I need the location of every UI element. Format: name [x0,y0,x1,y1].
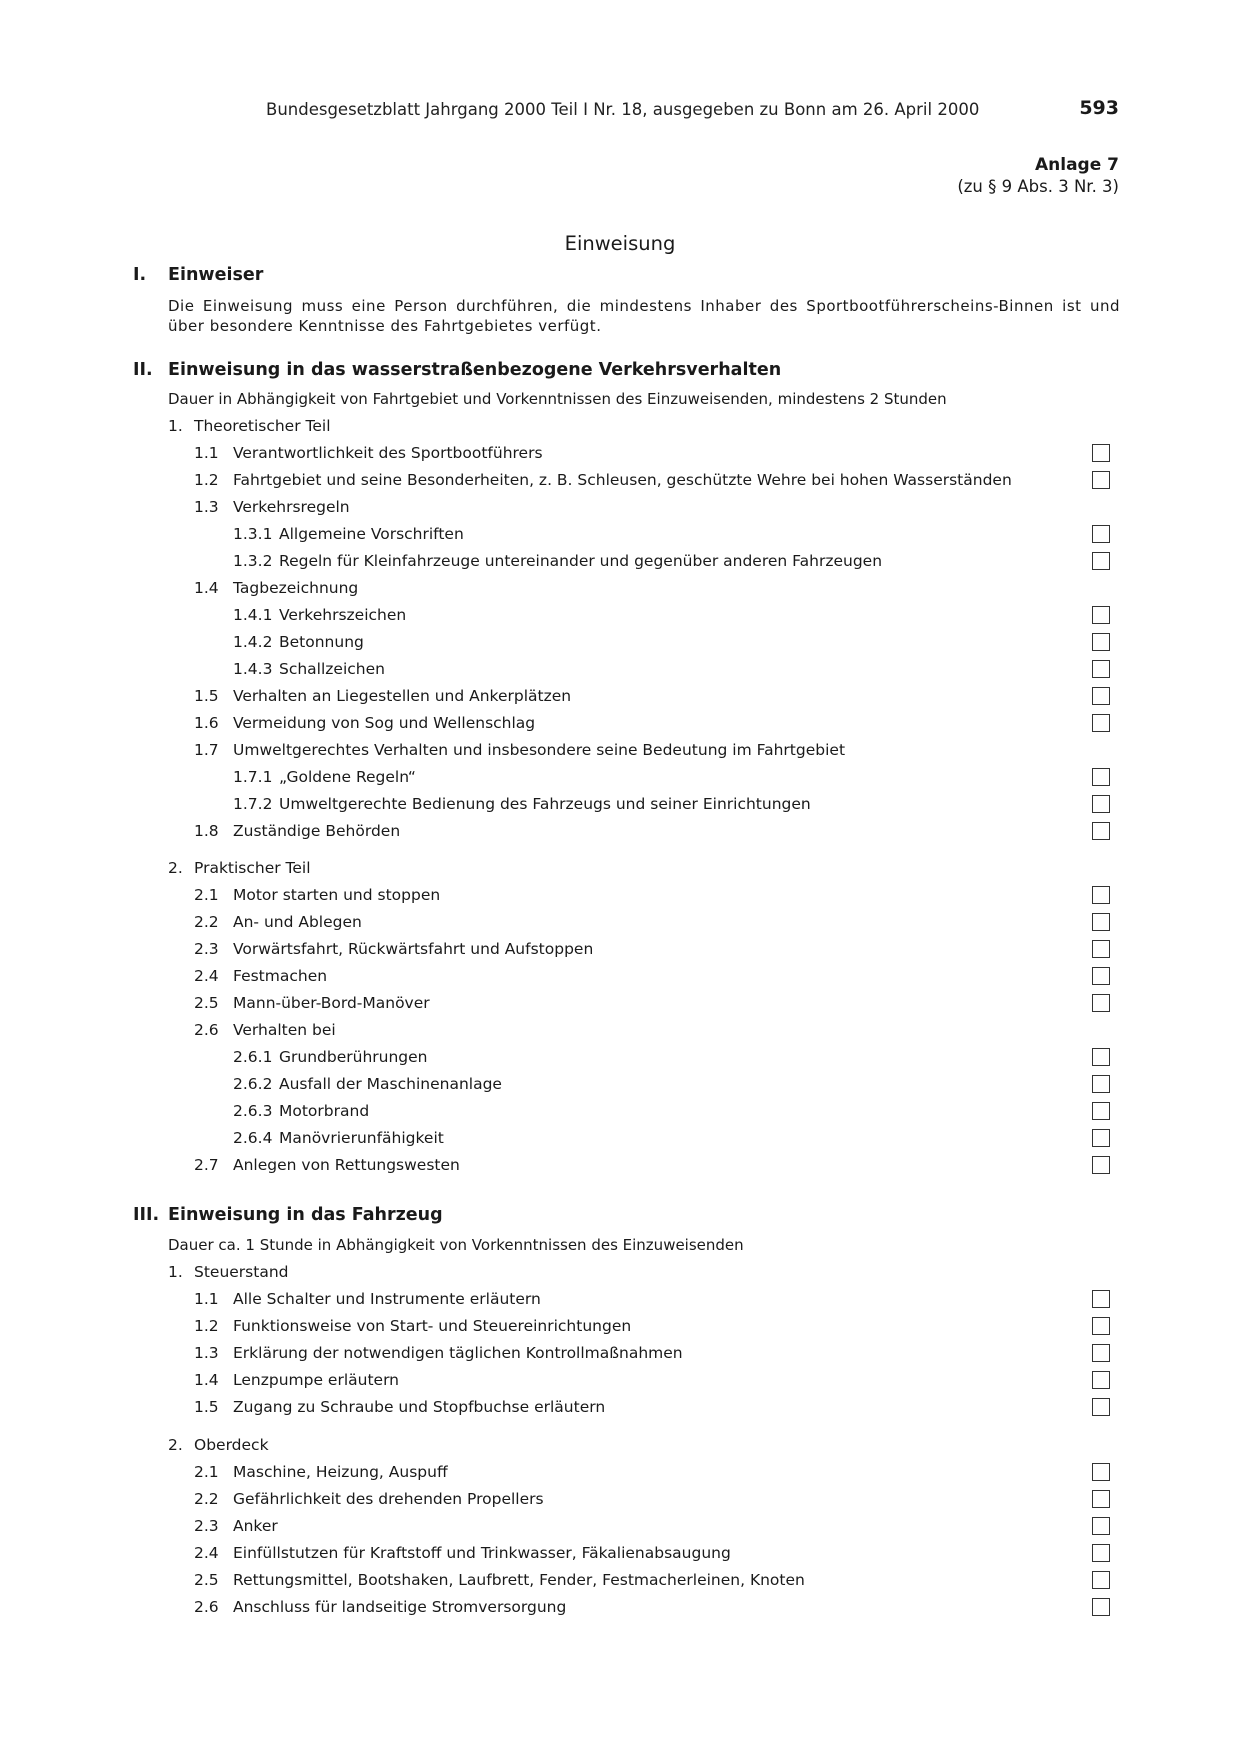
item-number: 2.7 [194,1156,219,1174]
checklist-row [0,525,1240,547]
item-label: Festmachen [233,967,328,985]
item-label: Vorwärtsfahrt, Rückwärtsfahrt und Aufstoppen [233,940,594,958]
item-number: 2.2 [194,913,219,931]
checklist-row [0,768,1240,790]
item-checkbox[interactable] [1092,1075,1110,1093]
checklist-row [0,1490,1240,1512]
item-number: 2.5 [194,1571,219,1589]
item-label: Lenzpumpe erläutern [233,1371,399,1389]
item-checkbox[interactable] [1092,1571,1110,1589]
item-label: Vermeidung von Sog und Wellenschlag [233,714,536,732]
item-checkbox[interactable] [1092,1517,1110,1535]
item-label: Verhalten bei [233,1021,336,1039]
checklist-row [0,1344,1240,1366]
item-checkbox[interactable] [1092,795,1110,813]
item-checkbox[interactable] [1092,913,1110,931]
item-label: Anker [233,1517,278,1535]
section-2-number: II. [133,360,153,380]
checklist-row [0,633,1240,655]
item-checkbox[interactable] [1092,1290,1110,1308]
item-label: Zuständige Behörden [233,822,401,840]
checklist-row [0,498,1240,520]
checklist-row [0,1398,1240,1420]
item-checkbox[interactable] [1092,768,1110,786]
item-number: 1.2 [194,1317,219,1335]
item-number: 1.3.1 [233,525,273,543]
item-label: Verhalten an Liegestellen und Ankerplätzen [233,687,572,705]
item-number: 2.6 [194,1598,219,1616]
item-label: „Goldene Regeln“ [279,768,416,786]
checklist-row [0,444,1240,466]
item-checkbox[interactable] [1092,1463,1110,1481]
section-1-text: Die Einweisung muss eine Person durchführen, die mindestens Inhaber des Sportbootführerscheins-Binnen ist und über besondere Kenntnisse des Fahrtgebietes verfügt. [168,297,1120,335]
item-checkbox[interactable] [1092,940,1110,958]
item-checkbox[interactable] [1092,552,1110,570]
checklist-row [0,913,1240,935]
item-label: Betonnung [279,633,364,651]
item-checkbox[interactable] [1092,1371,1110,1389]
item-number: 2.4 [194,967,219,985]
checklist-row [0,1571,1240,1593]
item-number: 1.1 [194,1290,219,1308]
item-label: Motor starten und stoppen [233,886,441,904]
item-label: Erklärung der notwendigen täglichen Kontrollmaßnahmen [233,1344,683,1362]
item-checkbox[interactable] [1092,1048,1110,1066]
item-checkbox[interactable] [1092,525,1110,543]
item-number: 1. [168,1263,183,1281]
item-number: 1.7.2 [233,795,273,813]
item-label: Manövrierunfähigkeit [279,1129,444,1147]
item-label: Umweltgerechte Bedienung des Fahrzeugs und seiner Einrichtungen [279,795,811,813]
item-label: Theoretischer Teil [194,417,331,435]
item-label: Maschine, Heizung, Auspuff [233,1463,448,1481]
checklist-row [0,1263,1240,1285]
item-number: 1.4 [194,1371,219,1389]
item-label: Steuerstand [194,1263,289,1281]
item-checkbox[interactable] [1092,1544,1110,1562]
item-label: Praktischer Teil [194,859,311,877]
item-number: 2.3 [194,1517,219,1535]
item-checkbox[interactable] [1092,822,1110,840]
item-label: Rettungsmittel, Bootshaken, Laufbrett, Fender, Festmacherleinen, Knoten [233,1571,805,1589]
item-number: 2. [168,1436,183,1454]
checklist-row [0,1517,1240,1539]
checklist-row [0,579,1240,601]
checklist-row [0,1156,1240,1178]
checklist-row [0,1075,1240,1097]
item-label: Einfüllstutzen für Kraftstoff und Trinkwasser, Fäkalienabsaugung [233,1544,731,1562]
section-1-number: I. [133,265,147,285]
item-number: 1.5 [194,1398,219,1416]
item-checkbox[interactable] [1092,994,1110,1012]
item-label: Ausfall der Maschinenanlage [279,1075,502,1093]
checklist-row [0,741,1240,763]
item-number: 1. [168,417,183,435]
checklist-row [0,417,1240,439]
item-checkbox[interactable] [1092,1102,1110,1120]
item-number: 2.4 [194,1544,219,1562]
checklist-row [0,940,1240,962]
item-label: Oberdeck [194,1436,269,1454]
item-number: 2.6.2 [233,1075,273,1093]
checklist-row [0,1598,1240,1620]
item-label: An- und Ablegen [233,913,362,931]
item-label: Umweltgerechtes Verhalten und insbesondere seine Bedeutung im Fahrtgebiet [233,741,846,759]
item-number: 1.2 [194,471,219,489]
item-number: 2.6 [194,1021,219,1039]
item-checkbox[interactable] [1092,606,1110,624]
item-number: 1.6 [194,714,219,732]
item-number: 2.6.4 [233,1129,273,1147]
item-number: 1.4 [194,579,219,597]
item-number: 1.3 [194,498,219,516]
section-3-duration-note: Dauer ca. 1 Stunde in Abhängigkeit von Vorkenntnissen des Einzuweisenden [168,1236,744,1254]
item-checkbox[interactable] [1092,1317,1110,1335]
appendix-reference: (zu § 9 Abs. 3 Nr. 3) [957,177,1119,196]
item-number: 2.5 [194,994,219,1012]
item-number: 1.1 [194,444,219,462]
item-checkbox[interactable] [1092,660,1110,678]
checklist-row [0,795,1240,817]
item-label: Funktionsweise von Start- und Steuereinrichtungen [233,1317,632,1335]
section-2-title: Einweisung in das wasserstraßenbezogene Verkehrsverhalten [168,360,782,380]
item-label: Motorbrand [279,1102,370,1120]
item-checkbox[interactable] [1092,633,1110,651]
item-number: 2.6.1 [233,1048,273,1066]
checklist-row [0,859,1240,881]
item-label: Alle Schalter und Instrumente erläutern [233,1290,541,1308]
section-1-title: Einweiser [168,265,264,285]
item-label: Mann-über-Bord-Manöver [233,994,430,1012]
item-number: 1.7 [194,741,219,759]
item-checkbox[interactable] [1092,967,1110,985]
checklist-row [0,1317,1240,1339]
item-number: 2.1 [194,886,219,904]
item-checkbox[interactable] [1092,1129,1110,1147]
checklist-row [0,1371,1240,1393]
checklist-row [0,1436,1240,1458]
item-label: Anschluss für landseitige Stromversorgung [233,1598,567,1616]
item-checkbox[interactable] [1092,1490,1110,1508]
checklist-row [0,687,1240,709]
checklist-row [0,1544,1240,1566]
item-checkbox[interactable] [1092,1598,1110,1616]
item-number: 1.8 [194,822,219,840]
item-number: 1.5 [194,687,219,705]
checklist-row [0,606,1240,628]
checklist-row [0,822,1240,844]
checklist-row [0,1021,1240,1043]
item-checkbox[interactable] [1092,714,1110,732]
item-number: 2.3 [194,940,219,958]
item-label: Zugang zu Schraube und Stopfbuchse erläutern [233,1398,606,1416]
checklist-row [0,714,1240,736]
item-number: 1.3 [194,1344,219,1362]
item-number: 2.6.3 [233,1102,273,1120]
item-label: Regeln für Kleinfahrzeuge untereinander und gegenüber anderen Fahrzeugen [279,552,883,570]
item-label: Verkehrsregeln [233,498,350,516]
appendix-label: Anlage 7 [1034,155,1119,175]
checklist-row [0,1048,1240,1070]
checklist-row [0,1129,1240,1151]
item-label: Tagbezeichnung [233,579,359,597]
checklist-row [0,660,1240,682]
checklist-row [0,994,1240,1016]
checklist-row [0,1463,1240,1485]
checklist-row [0,886,1240,908]
item-number: 1.3.2 [233,552,273,570]
item-number: 1.4.1 [233,606,273,624]
page-number: 593 [1079,97,1119,119]
section-3-title: Einweisung in das Fahrzeug [168,1205,443,1225]
checklist-row [0,1290,1240,1312]
section-2-duration-note: Dauer in Abhängigkeit von Fahrtgebiet und Vorkenntnissen des Einzuweisenden, mindestens 2 Stunden [168,390,947,408]
item-checkbox[interactable] [1092,1156,1110,1174]
item-label: Grundberührungen [279,1048,428,1066]
item-label: Allgemeine Vorschriften [279,525,464,543]
item-checkbox[interactable] [1092,1344,1110,1362]
item-number: 1.4.3 [233,660,273,678]
section-3-number: III. [133,1205,160,1225]
running-header: Bundesgesetzblatt Jahrgang 2000 Teil I Nr. 18, ausgegeben zu Bonn am 26. April 2000 [266,100,980,119]
item-checkbox[interactable] [1092,687,1110,705]
item-label: Anlegen von Rettungswesten [233,1156,460,1174]
item-checkbox[interactable] [1092,444,1110,462]
item-label: Verantwortlichkeit des Sportbootführers [233,444,543,462]
item-number: 2.2 [194,1490,219,1508]
checklist-row [0,1102,1240,1124]
item-label: Fahrtgebiet und seine Besonderheiten, z. B. Schleusen, geschützte Wehre bei hohen Wasserständen [233,471,1012,489]
item-number: 2.1 [194,1463,219,1481]
item-number: 1.7.1 [233,768,273,786]
checklist-row [0,471,1240,493]
checklist-row [0,967,1240,989]
item-label: Gefährlichkeit des drehenden Propellers [233,1490,544,1508]
checklist-row [0,552,1240,574]
item-number: 2. [168,859,183,877]
item-checkbox[interactable] [1092,1398,1110,1416]
item-label: Schallzeichen [279,660,385,678]
item-checkbox[interactable] [1092,886,1110,904]
document-title: Einweisung [564,232,676,255]
item-number: 1.4.2 [233,633,273,651]
item-checkbox[interactable] [1092,471,1110,489]
item-label: Verkehrszeichen [279,606,407,624]
